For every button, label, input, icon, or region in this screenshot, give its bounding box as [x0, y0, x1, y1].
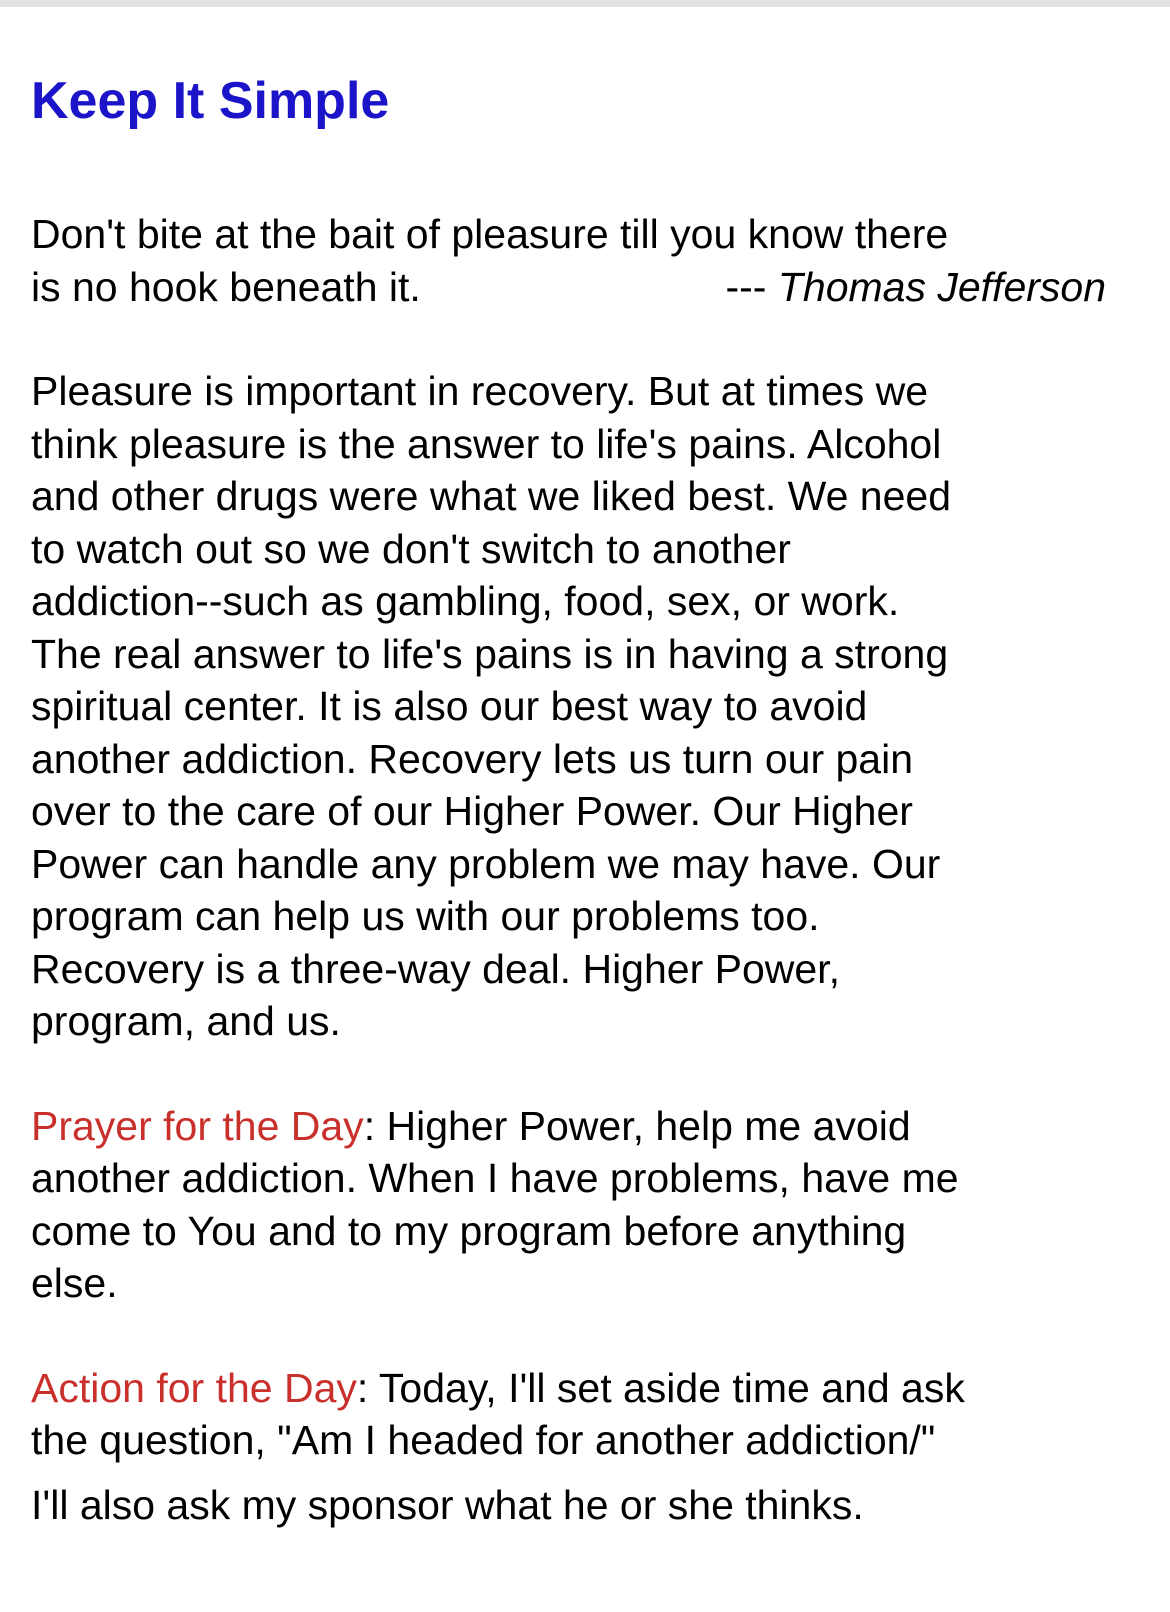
- article: [31, 70, 1131, 1531]
- page-title: Keep It Simple: [31, 72, 390, 130]
- prayer-first-line: [31, 1100, 1131, 1153]
- body-line: Recovery is a three-way deal. Higher Power,: [31, 945, 840, 992]
- body-line: and other drugs were what we liked best. We need: [31, 473, 951, 519]
- body-line: another addiction. Recovery lets us turn our pain: [31, 735, 914, 782]
- action-text-start: : Today, I'll set aside time and ask: [356, 1364, 965, 1411]
- body-line: program can help us with our problems too.: [31, 893, 820, 939]
- body-line: Power can handle any problem we may have. Our: [31, 840, 941, 887]
- action-last-line: I'll also ask my sponsor what he or she thinks.: [31, 1481, 864, 1528]
- quote-line-1: Don't bite at the bait of pleasure till you know there: [31, 211, 949, 257]
- top-bar: [0, 0, 1170, 7]
- quote-attribution: [726, 261, 1107, 314]
- body-line: Pleasure is important in recovery. But at times we: [31, 368, 929, 414]
- body-line: addiction--such as gambling, food, sex, or work.: [31, 578, 900, 624]
- action-section: [31, 1362, 1131, 1532]
- quote-line-2: [31, 261, 1106, 314]
- body-line: think pleasure is the answer to life's pains. Alcohol: [31, 420, 942, 467]
- prayer-label: Prayer for the Day: [31, 1102, 364, 1149]
- prayer-text-start: : Higher Power, help me avoid: [363, 1102, 911, 1149]
- body-line: spiritual center. It is also our best way to avoid: [31, 683, 868, 729]
- body-line: over to the care of our Higher Power. Our Higher: [31, 788, 913, 834]
- prayer-line: else.: [31, 1260, 118, 1306]
- prayer-line: another addiction. When I have problems, have me: [31, 1155, 959, 1201]
- prayer-section: [31, 1100, 1131, 1310]
- prayer-line: come to You and to my program before anything: [31, 1207, 907, 1254]
- quote-author: Thomas Jefferson: [777, 263, 1106, 310]
- body-line: program, and us.: [31, 998, 341, 1044]
- quote-block: [31, 208, 1106, 313]
- quote-dashes: ---: [725, 263, 778, 310]
- quote-line-2-text: is no hook beneath it.: [31, 263, 421, 310]
- action-first-line: [31, 1362, 1131, 1415]
- action-line: the question, "Am I headed for another addiction/": [31, 1417, 936, 1463]
- body-paragraph: [31, 365, 1131, 1048]
- body-line: to watch out so we don't switch to another: [31, 525, 791, 572]
- body-line: The real answer to life's pains is in having a strong: [31, 630, 949, 677]
- action-label: Action for the Day: [31, 1364, 357, 1411]
